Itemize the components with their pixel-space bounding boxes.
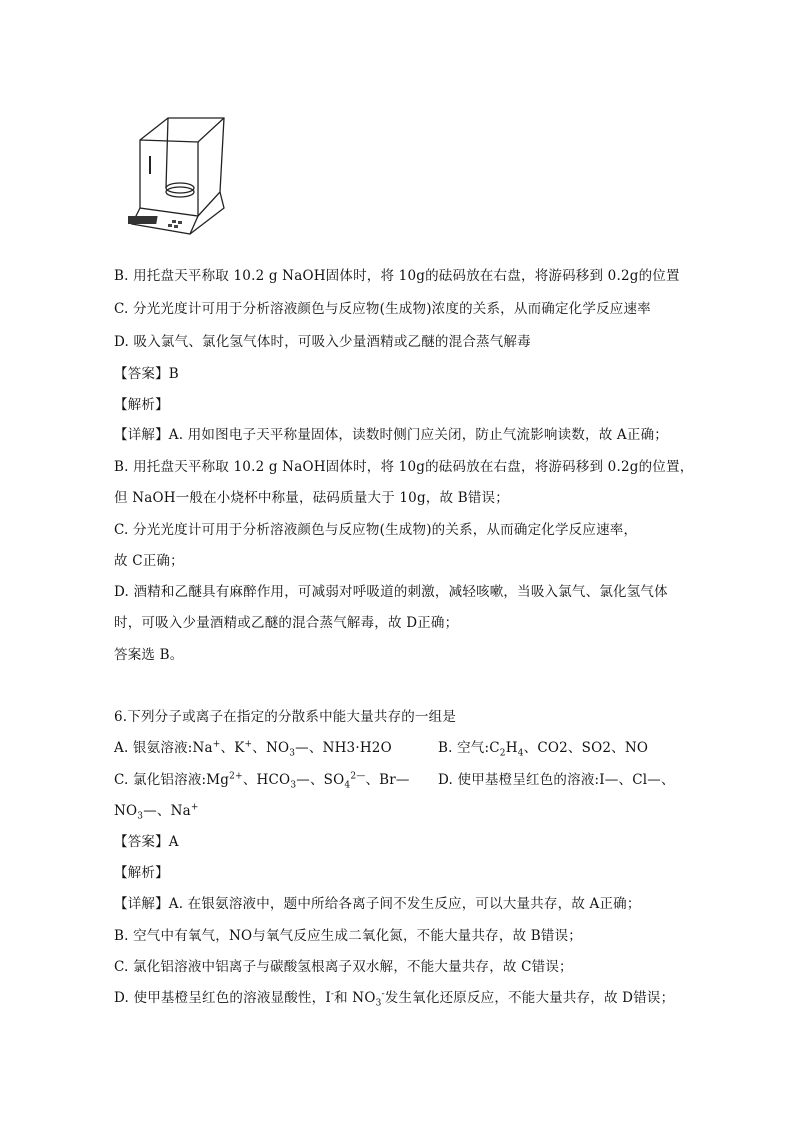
prev-conclusion: 答案选 B。 [114,647,184,663]
prev-option-d: D. 吸入氯气、氯化氢气体时，可吸入少量酒精或乙醚的混合蒸气解毒 [114,334,531,350]
q6-option-b: B. 空气$:C_2H_4$、CO2、SO2、NO [438,740,649,759]
prev-detail-c1: C. 分光光度计可用于分析溶液颜色与反应物(生成物)的关系，从而确定化学反应速率， [114,522,638,538]
q6-stem: 6.下列分子或离子在指定的分散系中能大量共存的一组是 [114,709,457,725]
q6-option-c: C. 氯化铝溶液$:Mg^{2+}$、$HCO_3—$、$SO_4^{2—}$、Br— [114,771,410,791]
q6-option-d-line2: $NO_3—$、Na+ [114,802,199,822]
q6-detail-c: C. 氯化铝溶液中铝离子与碳酸氢根离子双水解，不能大量共存，故 C错误； [114,959,573,975]
prev-analysis-heading: 【解析】 [114,397,169,413]
q6-answer: 【答案】A [114,834,179,850]
prev-answer: 【答案】B [114,366,179,382]
q6-option-d-line1: D. 使甲基橙呈红色的溶液:I—、Cl—、 [438,772,675,788]
q6-detail-d: D. 使甲基橙呈红色的溶液显酸性，I-和 $NO_3^-$发生氧化还原反应，不能大量共存，故 D错误； [114,989,675,1009]
q6-detail-b: B. 空气中有氧气，NO与氧气反应生成二氧化氮，不能大量共存，故 B错误； [114,928,582,944]
prev-option-c: C. 分光光度计可用于分析溶液颜色与反应物(生成物)浓度的关系，从而确定化学反应速率 [114,301,651,317]
prev-detail-b2: 但 NaOH一般在小烧杯中称量，砝码质量大于 10g，故 B错误； [114,490,509,506]
prev-detail-a: 【详解】A. 用如图电子天平称量固体，读数时侧门应关闭，防止气流影响读数，故 A正确； [114,427,668,443]
prev-detail-d1: D. 酒精和乙醚具有麻醉作用，可减弱对呼吸道的刺激，减轻咳嗽，当吸入氯气、氯化氢气体 [114,584,668,600]
q6-detail-a: 【详解】A. 在银氨溶液中，题中所给各离子间不发生反应，可以大量共存，故 A正确； [114,896,641,912]
prev-detail-d2: 时，可吸入少量酒精或乙醚的混合蒸气解毒，故 D正确； [114,615,459,631]
q6-option-a: A. 银氨溶液:Na+、K+、$NO_3—$、NH3·H2O [114,739,392,759]
electronic-balance-illustration [128,112,238,246]
q6-analysis-heading: 【解析】 [114,865,169,881]
prev-detail-b1: B. 用托盘天平称取 10.2 g NaOH固体时，将 10g的砝码放在右盘，将游码移到 0.2g的位置， [114,459,694,475]
prev-detail-c2: 故 C正确； [114,553,184,569]
prev-option-b: B. 用托盘天平称取 10.2 g NaOH固体时，将 10g的砝码放在右盘，将游码移到 0.2g的位置 [114,268,680,284]
